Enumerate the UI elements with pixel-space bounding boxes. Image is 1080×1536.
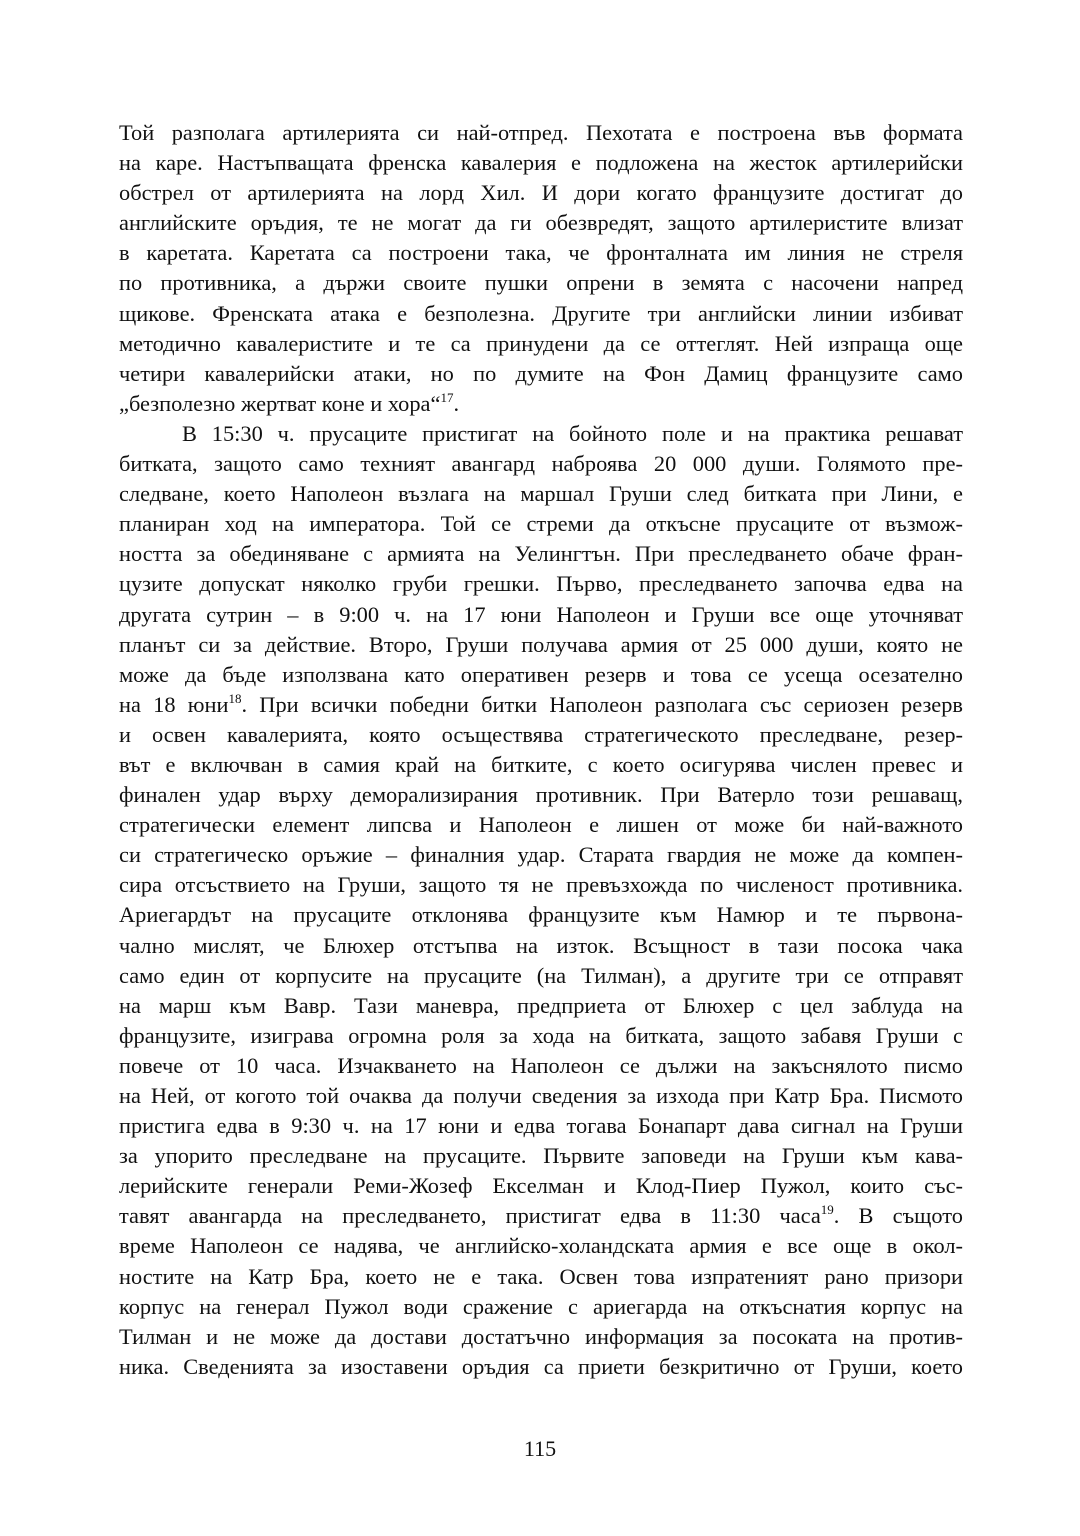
- text-line: Ариегардът на прусаците отклонява французите към Намюр и те първона-: [119, 902, 963, 928]
- text-line: лерийските генерали Реми-Жозеф Екселман и Клод-Пиер Пужол, които със-: [119, 1173, 963, 1199]
- text-line: [119, 690, 963, 720]
- text-line: планът си за действие. Второ, Груши получава армия от 25 000 души, която не: [119, 631, 963, 657]
- text-line: пристига едва в 9:30 ч. на 17 юни и едва тогава Бонапарт дава сигнал на Груши: [119, 1113, 963, 1139]
- text-line: само един от корпусите на прусаците (на Тилман), а другите три се отправят: [119, 962, 963, 988]
- text-line: на марш към Вавр. Тази маневра, предприета от Блюхер с цел заблуда на: [119, 992, 963, 1018]
- paragraph-1: [119, 118, 963, 419]
- line-text: на 18 юни: [119, 691, 229, 717]
- text-line: стратегически елемент липсва и Наполеон е лишен от може би най-важното: [119, 812, 963, 838]
- line-text-after: . В същото: [833, 1203, 963, 1229]
- text-line: чално мислят, че Блюхер отстъпва на изток. Всъщност в тази посока чака: [119, 932, 963, 958]
- text-line: Той разполага артилерията си най-отпред. Пехотата е построена във формата: [119, 120, 963, 145]
- text-line: следване, което Наполеон възлага на маршал Груши след битката при Лини, е: [119, 481, 963, 507]
- text-line: [119, 389, 963, 419]
- text-line: Тилман и не може да достави достатъчно информация за посоката на против-: [119, 1323, 963, 1349]
- text-line: повече от 10 часа. Изчакването на Наполеон се дължи на закъснялото писмо: [119, 1052, 963, 1078]
- text-line: си стратегическо оръжие – финалния удар. Старата гвардия не може да компен-: [119, 842, 963, 868]
- paragraph-2: [119, 419, 963, 1382]
- text-line: сира отсъствието на Груши, защото тя не превъзхожда по численост противника.: [119, 872, 963, 898]
- text-line: обстрел от артилерията на лорд Хил. И дори когато французите достигат до: [119, 180, 963, 206]
- text-line: методично кавалеристите и те са принудени да се оттеглят. Ней изпраща още: [119, 330, 963, 356]
- text-line: за упорито преследване на прусаците. Първите заповеди на Груши към кава-: [119, 1143, 963, 1169]
- text-line: ностите на Катр Бра, което не е така. Освен това изпратеният рано призори: [119, 1263, 963, 1289]
- text-line: на Ней, от когото той очаква да получи сведения за изхода при Катр Бра. Писмото: [119, 1083, 963, 1108]
- text-line: корпус на генерал Пужол води сражение с ариегарда на откъснатия корпус на: [119, 1293, 963, 1319]
- text-line: [119, 1201, 963, 1231]
- line-text-after: .: [453, 390, 460, 416]
- text-line: четири кавалерийски атаки, но по думите на Фон Дамиц французите само: [119, 360, 963, 386]
- text-line: време Наполеон се надява, че английско-холандската армия е все още в окол-: [119, 1233, 963, 1259]
- page-number: 115: [523, 1436, 557, 1461]
- line-text-after: . При всички победни битки Наполеон разполага със сериозен резерв: [241, 691, 963, 717]
- text-line: в каретата. Каретата са построени така, че фронталната им линия не стреля: [119, 240, 963, 266]
- text-line: английските оръдия, те не могат да ги обезвредят, защото артилеристите влизат: [119, 210, 963, 236]
- text-line: щикове. Френската атака е безполезна. Другите три английски линии избиват: [119, 300, 963, 326]
- footnote-ref-19: 19: [820, 1202, 834, 1218]
- text-line: французите, изиграва огромна роля за хода на битката, защото забавя Груши с: [119, 1022, 963, 1048]
- text-line: ника. Сведенията за изоставени оръдия са приети безкритично от Груши, което: [119, 1353, 963, 1379]
- text-line: другата сутрин – в 9:00 ч. на 17 юни Наполеон и Груши все още уточняват: [119, 601, 963, 627]
- text-line: на каре. Настъпващата френска кавалерия е подложена на жесток артилерийски: [119, 150, 963, 176]
- text-line: вът е включван в самия край на битките, с което осигурява числен превес и: [119, 751, 963, 777]
- text-line: финален удар върху деморализирания противник. При Ватерло този решаващ,: [119, 782, 963, 808]
- text-line: и освен кавалерията, която осъществява стратегическото преследване, резер-: [119, 721, 963, 747]
- text-line: ността за обединяване с армията на Уелингтън. При преследването обаче фран-: [119, 541, 963, 567]
- line-text: „безполезно жертват коне и хора“: [119, 390, 441, 416]
- footnote-ref-18: 18: [228, 690, 242, 706]
- text-line: В 15:30 ч. прусаците пристигат на бойното поле и на практика решават: [182, 420, 963, 446]
- footnote-ref-17: 17: [440, 389, 454, 405]
- text-line: може да бъде използвана като оперативен резерв и това се усеща осезателно: [119, 661, 963, 687]
- text-line: по противника, а държи своите пушки опрени в земята с насочени напред: [119, 270, 963, 296]
- line-text: тавят авангарда на преследването, пристигат едва в 11:30 часа: [119, 1203, 821, 1229]
- text-line: битката, защото само техният авангард наброява 20 000 души. Голямото пре-: [119, 451, 963, 477]
- text-line: планиран ход на императора. Той се стреми да откъсне прусаците от възмож-: [119, 511, 963, 537]
- page-body-text: [119, 118, 963, 1382]
- text-line: цузите допускат няколко груби грешки. Първо, преследването започва едва на: [119, 571, 963, 597]
